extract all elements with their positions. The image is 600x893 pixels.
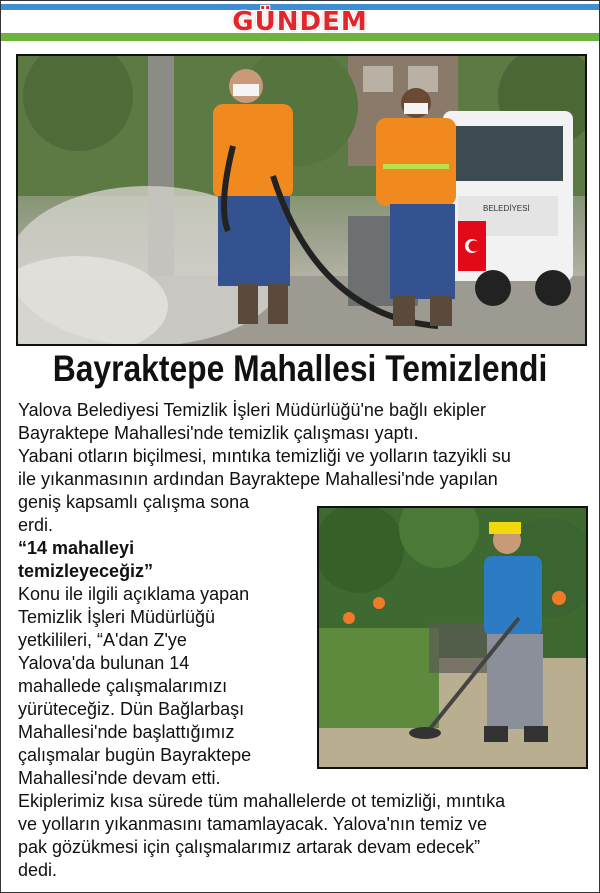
closing-paragraph: Ekiplerimiz kısa sürede tüm mahallelerde ot temizliği, mıntıka ve yolların yıkanmasını tamamlayacak. Yalova'nın temiz ve pak gözükmesi için çalışmalarımız artarak devam edecek” dedi. [18, 791, 506, 880]
lead-paragraph: Yalova Belediyesi Temizlik İşleri Müdürlüğü'ne bağlı ekipler Bayraktepe Mahallesi'nde temizlik çalışması yaptı. Yabani otların biçilmesi, mıntıka temizliği ve yolların tazyikli su ile yıkanmasının ardından Bayraktepe Mahallesi'nde yapılan geniş kapsamlı çalışma sona erdi. [18, 400, 511, 535]
headline: Bayraktepe Mahallesi Temizlendi [52, 348, 548, 389]
column-paragraph: Konu ile ilgili açıklama yapan Temizlik İşleri Müdürlüğü yetkilileri, “A'dan Z'ye Yalova'da bulunan 14 mahallede çalışmalarımızı yürüteceğiz. Dün Bağlarbaşı Mahallesi'nde başlattığımız çalışmalar bugün Bayraktepe Mahallesi'nde devam etti. [18, 584, 252, 788]
truck-label: BELEDİYESİ [483, 204, 530, 213]
grass-trimming-illustration [319, 508, 586, 767]
street-washing-illustration [18, 56, 585, 344]
subheading: “14 mahalleyi temizleyeceğiz” [18, 538, 154, 581]
photo-grass-trimming [317, 506, 588, 769]
section-title: GÜNDEM [232, 7, 368, 37]
photo-street-washing [16, 54, 587, 346]
section-header-band [1, 1, 599, 45]
